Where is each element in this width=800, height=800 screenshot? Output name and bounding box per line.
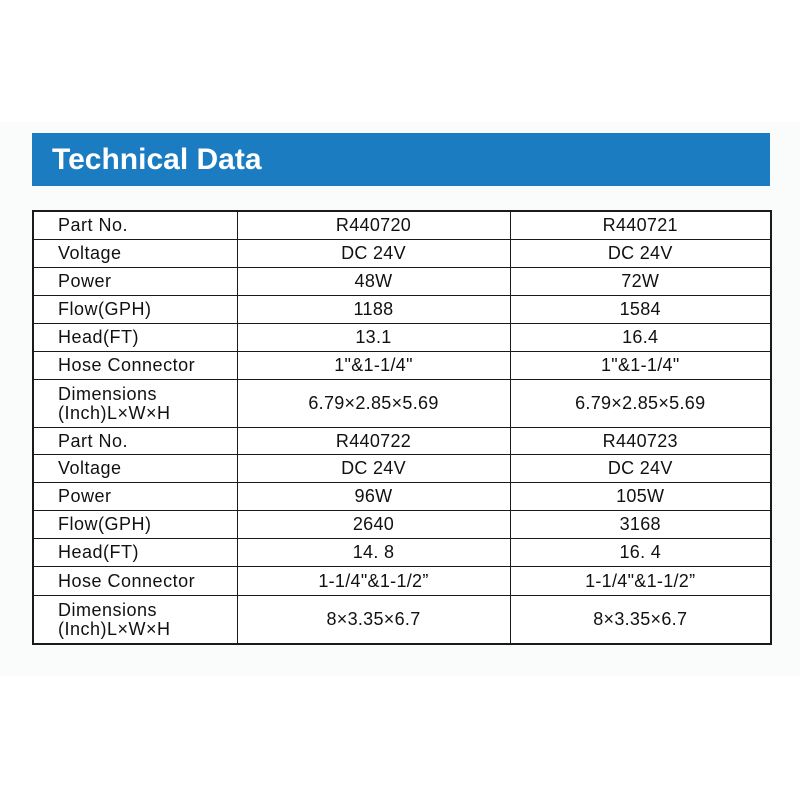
table-row-hose-connector bbox=[33, 567, 771, 596]
row-label: Flow(GPH) bbox=[33, 296, 237, 324]
row-label-line: Dimensions bbox=[58, 599, 158, 620]
row-label: Power bbox=[33, 268, 237, 296]
head-cell: 13.1 bbox=[237, 324, 510, 352]
head-cell: 14. 8 bbox=[237, 539, 510, 567]
part-number-cell: R440720 bbox=[237, 211, 510, 240]
row-label: Voltage bbox=[33, 455, 237, 483]
row-label: Head(FT) bbox=[33, 324, 237, 352]
part-number-cell: R440723 bbox=[510, 428, 771, 455]
row-label bbox=[33, 380, 237, 428]
hose-connector-cell: 1-1/4"&1-1/2” bbox=[510, 567, 771, 596]
voltage-cell: DC 24V bbox=[510, 240, 771, 268]
voltage-cell: DC 24V bbox=[237, 455, 510, 483]
table-row-flow bbox=[33, 511, 771, 539]
dimensions-cell: 6.79×2.85×5.69 bbox=[510, 380, 771, 428]
flow-cell: 2640 bbox=[237, 511, 510, 539]
row-label: Part No. bbox=[33, 428, 237, 455]
table-row-hose-connector bbox=[33, 352, 771, 380]
table-row-dimensions bbox=[33, 380, 771, 428]
row-label: Flow(GPH) bbox=[33, 511, 237, 539]
dimensions-cell: 8×3.35×6.7 bbox=[510, 596, 771, 645]
row-label: Hose Connector bbox=[33, 352, 237, 380]
row-label bbox=[33, 596, 237, 645]
table-row-head bbox=[33, 324, 771, 352]
voltage-cell: DC 24V bbox=[237, 240, 510, 268]
hose-connector-cell: 1"&1-1/4" bbox=[510, 352, 771, 380]
power-cell: 96W bbox=[237, 483, 510, 511]
head-cell: 16.4 bbox=[510, 324, 771, 352]
top-whitespace bbox=[0, 0, 800, 122]
part-number-cell: R440721 bbox=[510, 211, 771, 240]
technical-data-table bbox=[32, 210, 772, 645]
table-row-voltage bbox=[33, 455, 771, 483]
row-label: Hose Connector bbox=[33, 567, 237, 596]
part-number-cell: R440722 bbox=[237, 428, 510, 455]
row-label: Power bbox=[33, 483, 237, 511]
title-banner bbox=[32, 133, 770, 186]
row-label: Head(FT) bbox=[33, 539, 237, 567]
table-row-voltage bbox=[33, 240, 771, 268]
row-label: Voltage bbox=[33, 240, 237, 268]
table-row-power bbox=[33, 483, 771, 511]
power-cell: 48W bbox=[237, 268, 510, 296]
row-label-line: (Inch)L×W×H bbox=[58, 402, 171, 423]
hose-connector-cell: 1-1/4"&1-1/2” bbox=[237, 567, 510, 596]
row-label-line: Dimensions bbox=[58, 383, 158, 404]
flow-cell: 1188 bbox=[237, 296, 510, 324]
hose-connector-cell: 1"&1-1/4" bbox=[237, 352, 510, 380]
flow-cell: 1584 bbox=[510, 296, 771, 324]
dimensions-cell: 8×3.35×6.7 bbox=[237, 596, 510, 645]
row-label-line: (Inch)L×W×H bbox=[58, 618, 171, 639]
bottom-whitespace bbox=[0, 676, 800, 800]
table-row-flow bbox=[33, 296, 771, 324]
table-row-dimensions bbox=[33, 596, 771, 645]
table-row-part-no bbox=[33, 211, 771, 240]
power-cell: 72W bbox=[510, 268, 771, 296]
table-row-power bbox=[33, 268, 771, 296]
row-label: Part No. bbox=[33, 211, 237, 240]
voltage-cell: DC 24V bbox=[510, 455, 771, 483]
table-row-part-no bbox=[33, 428, 771, 455]
table-row-head bbox=[33, 539, 771, 567]
power-cell: 105W bbox=[510, 483, 771, 511]
dimensions-cell: 6.79×2.85×5.69 bbox=[237, 380, 510, 428]
head-cell: 16. 4 bbox=[510, 539, 771, 567]
flow-cell: 3168 bbox=[510, 511, 771, 539]
page-title: Technical Data bbox=[52, 143, 262, 176]
